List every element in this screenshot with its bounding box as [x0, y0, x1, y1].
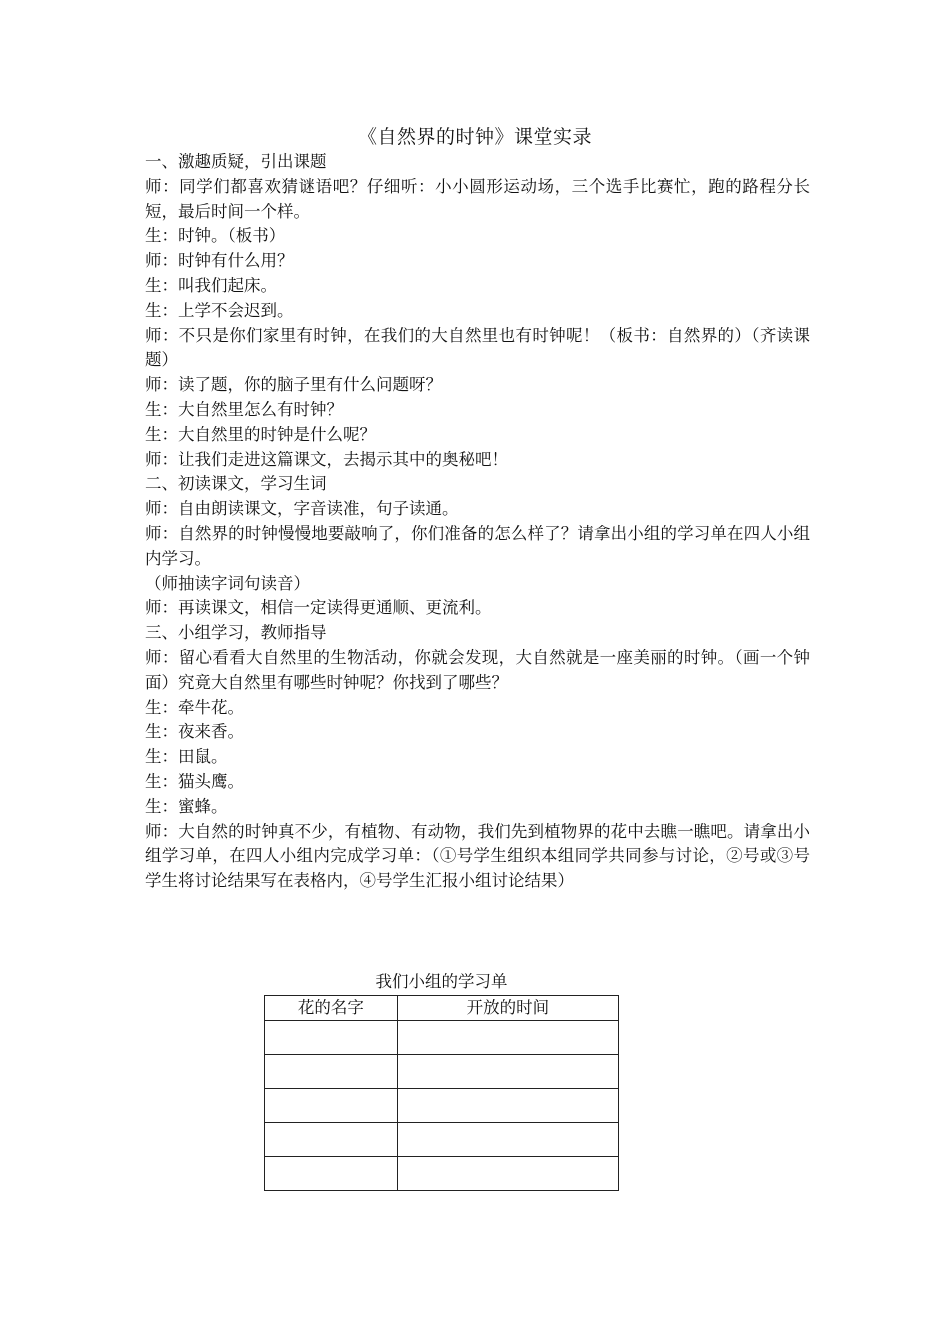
student-line: 生：牵牛花。 — [145, 697, 244, 717]
teacher-line: 师：同学们都喜欢猜谜语吧？仔细听：小小圆形运动场，三个选手比赛忙，跑的路程分长短，最后时间一个样。 — [145, 176, 810, 221]
teacher-line: 师：读了题，你的脑子里有什么问题呀？ — [145, 375, 442, 395]
open-time-cell[interactable] — [397, 1055, 618, 1089]
student-line: 生：夜来香。 — [145, 722, 244, 742]
teacher-line: 师：留心看看大自然里的生物活动，你就会发现，大自然就是一座美丽的时钟。（画一个钟面）究竟大自然里有哪些时钟呢？你找到了哪些？ — [145, 647, 810, 692]
teacher-line: 师：大自然的时钟真不少，有植物、有动物，我们先到植物界的花中去瞧一瞧吧。请拿出小组学习单，在四人小组内完成学习单：（①号学生组织本组同学共同参与讨论，②号或③号学生将讨论结果写在表格内，④号学生汇报小组讨论结果） — [145, 821, 810, 891]
teacher-line: 师：自由朗读课文，字音读准，句子读通。 — [145, 499, 459, 519]
table-row — [265, 1123, 619, 1157]
teacher-line: 师：让我们走进这篇课文，去揭示其中的奥秘吧！ — [145, 449, 508, 469]
student-line: 生：猫头鹰。 — [145, 771, 244, 791]
column-header-flower-name: 花的名字 — [265, 996, 398, 1021]
document-title: 《自然界的时钟》课堂实录 — [357, 126, 592, 148]
stage-direction: （师抽读字词句读音） — [145, 573, 310, 593]
worksheet-table — [264, 995, 619, 1191]
open-time-cell[interactable] — [397, 1123, 618, 1157]
student-line: 生：大自然里怎么有时钟？ — [145, 399, 343, 419]
table-row — [265, 1157, 619, 1191]
student-line: 生：蜜蜂。 — [145, 796, 228, 816]
student-line: 生：田鼠。 — [145, 747, 228, 767]
table-row — [265, 1089, 619, 1123]
student-line: 生：上学不会迟到。 — [145, 300, 294, 320]
flower-name-cell[interactable] — [265, 1055, 398, 1089]
section-heading-3: 三、小组学习，教师指导 — [145, 623, 327, 643]
section-heading-2: 二、初读课文，学习生词 — [145, 474, 327, 494]
open-time-cell[interactable] — [397, 1021, 618, 1055]
table-row — [265, 1021, 619, 1055]
lesson-transcript — [145, 150, 810, 894]
flower-name-cell[interactable] — [265, 1089, 398, 1123]
flower-name-cell[interactable] — [265, 1157, 398, 1191]
open-time-cell[interactable] — [397, 1089, 618, 1123]
teacher-line: 师：再读课文，相信一定读得更通顺、更流利。 — [145, 598, 492, 618]
worksheet-caption: 我们小组的学习单 — [375, 972, 508, 991]
teacher-line: 师：不只是你们家里有时钟，在我们的大自然里也有时钟呢！（板书：自然界的）（齐读课题） — [145, 325, 810, 370]
flower-name-cell[interactable] — [265, 1021, 398, 1055]
column-header-open-time: 开放的时间 — [397, 996, 618, 1021]
teacher-line: 师：时钟有什么用？ — [145, 251, 294, 271]
student-line: 生：叫我们起床。 — [145, 275, 277, 295]
open-time-cell[interactable] — [397, 1157, 618, 1191]
teacher-line: 师：自然界的时钟慢慢地要敲响了，你们准备的怎么样了？请拿出小组的学习单在四人小组内学习。 — [145, 523, 810, 568]
table-header-row — [265, 996, 619, 1021]
student-line: 生：时钟。（板书） — [145, 226, 286, 246]
student-line: 生：大自然里的时钟是什么呢？ — [145, 424, 376, 444]
section-heading-1: 一、激趣质疑，引出课题 — [145, 152, 327, 171]
table-row — [265, 1055, 619, 1089]
flower-name-cell[interactable] — [265, 1123, 398, 1157]
